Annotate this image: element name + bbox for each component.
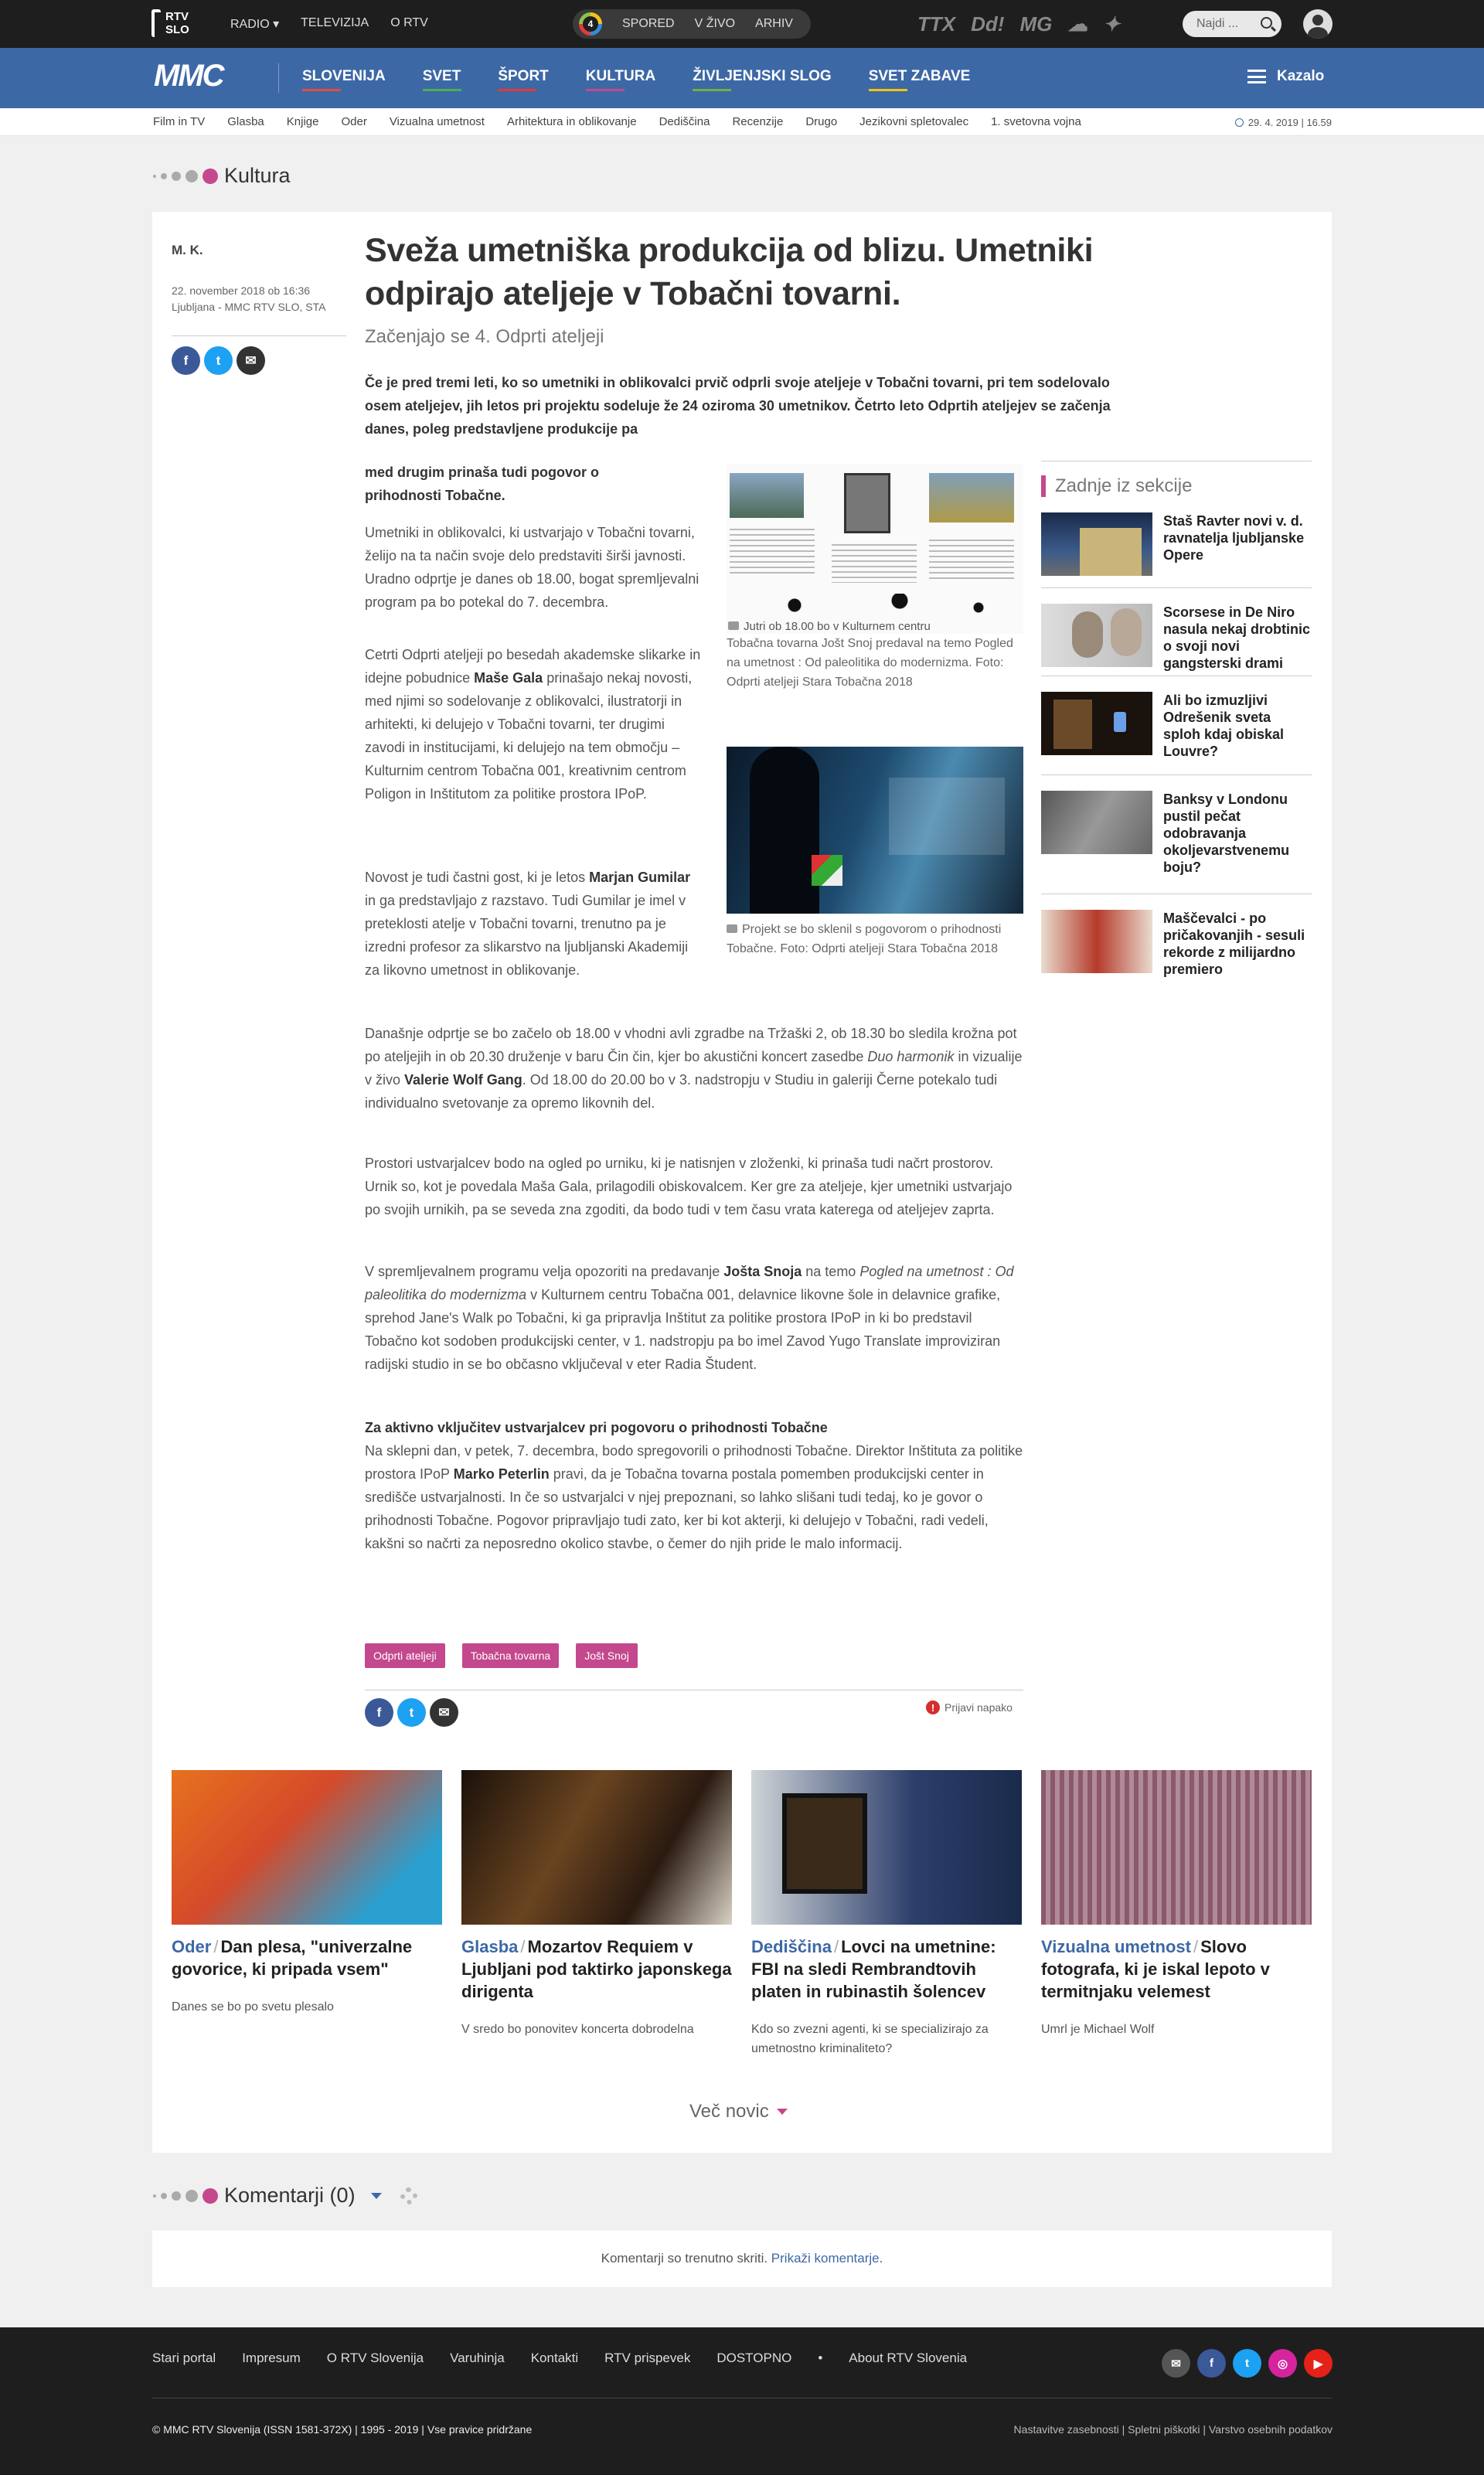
footer-link[interactable]: DOSTOPNO: [716, 2351, 792, 2365]
article-tags: [365, 1643, 638, 1668]
top-nav-radio[interactable]: RADIO ▾: [230, 18, 280, 31]
sidebar-thumb[interactable]: [1041, 791, 1152, 854]
related-title[interactable]: Glasba / Mozartov Requiem v Ljubljani pod taktirko japonskega dirigenta: [461, 1937, 732, 2001]
related-title[interactable]: Dediščina / Lovci na umetnine: FBI na sledi Rembrandtovih platen in rubinastih šolencev: [751, 1937, 996, 2001]
main-nav: [0, 48, 1484, 108]
article-paragraph-3: Novost je tudi častni gost, ki je letos Marjan Gumilar in ga predstavljajo z razstavo. Tudi Gumilar je imel v preteklosti atelje v Tobačni tovarni, trenutno pa je izredni profesor za slikarstvo na ljubljanski Akademiji za likovno umetnost in oblikovanje.: [365, 870, 691, 978]
sidebar-thumb[interactable]: [1041, 910, 1152, 973]
subnav-item[interactable]: Dediščina: [659, 115, 710, 128]
article-author: M. K.: [172, 243, 203, 257]
nav-divider: [278, 63, 279, 93]
article-lead: Če je pred tremi leti, ko so umetniki in oblikovalci prvič odprli svoje ateljeje v Tobačni tovarni, pri tem sodelovalo osem ateljejev, jih letos pri projektu sodeluje že 24 oziroma 30 umetnikov. Četrto leto Odprtih ateljejev se začenja danes, poleg predstavljene produkcije pa: [365, 375, 1111, 437]
related-article[interactable]: [461, 1770, 732, 2039]
related-article[interactable]: [751, 1770, 1022, 2058]
sidebar-heading: Zadnje iz sekcije: [1041, 461, 1312, 497]
search-icon[interactable]: [1261, 17, 1272, 29]
subnav-item[interactable]: Recenzije: [732, 115, 784, 128]
sidebar-item[interactable]: [1041, 894, 1312, 1010]
tab-slovenija[interactable]: SLOVENIJA: [302, 68, 386, 84]
figure-1-caption: Tobačna tovarna Jošt Snoj predaval na temo Pogled na umetnost : Od paleolitika do modernizma. Foto: Odprti ateljeji Stara Tobačna 2018: [727, 637, 1013, 689]
legal-links[interactable]: Nastavitve zasebnosti | Spletni piškotki | Varstvo osebnih podatkov: [1013, 2423, 1333, 2436]
report-error-link[interactable]: [926, 1700, 1013, 1714]
sidebar-item-title[interactable]: Staš Ravter novi v. d. ravnatelja ljubljanske Opere: [1163, 513, 1305, 563]
footer-link[interactable]: O RTV Slovenija: [326, 2351, 424, 2365]
subnav-item[interactable]: Jezikovni spletovalec: [859, 115, 969, 128]
article-paragraph-2: Cetrti Odprti ateljeji po besedah akademske slikarke in idejne pobudnice Maše Gala prinašajo nekaj novosti, med njimi so sodelovanje z oblikovalci, ilustratorji in arhitekti, ki delujejo v Tobačni tovarni, ter drugimi zavodi in institucijami, ki delujejo na tem območju – Kulturnim centrom Tobačna 001, kreativnim centrom Poligon in Inštitutom za politike prostora IPoP.: [365, 647, 701, 802]
meta-divider: [172, 335, 346, 336]
footer-link[interactable]: Kontakti: [530, 2351, 579, 2365]
sidebar-item[interactable]: [1041, 497, 1312, 588]
sidebar-thumb[interactable]: [1041, 512, 1152, 576]
instagram-icon[interactable]: ◎: [1268, 2349, 1297, 2378]
accessibility-icon[interactable]: ✦: [1103, 12, 1121, 36]
tag[interactable]: Tobačna tovarna: [462, 1643, 560, 1668]
related-title[interactable]: Vizualna umetnost / Slovo fotografa, ki je iskal lepoto v termitnjaku velemest: [1041, 1937, 1270, 2001]
datetime-text: 29. 4. 2019 | 16.59: [1247, 117, 1332, 128]
figure-1-overlay-text: Jutri ob 18.00 bo v Kulturnem centru: [744, 620, 931, 633]
article-meta: [172, 283, 325, 315]
sidebar-item-title[interactable]: Ali bo izmuzljivi Odrešenik sveta sploh kdaj obiskal Louvre?: [1163, 693, 1285, 759]
logo-text-bottom: SLO: [165, 23, 189, 36]
dd-logo[interactable]: Dd!: [971, 12, 1005, 36]
sidebar-item-title[interactable]: Banksy v Londonu pustil pečat odobravanja okoljevarstvenemu boju?: [1163, 792, 1290, 875]
article-paragraph-5: Prostori ustvarjalcev bodo na ogled po urniku, ki je natisnjen v zloženki, ki prinaša tudi načrt prostorov. Urnik so, kot je povedala Maša Gala, prilagodili obiskovalcem. Ker gre za ateljeje, kjer umetniki ustvarjajo po svojih urnikih, pa se seveda zna zgoditi, da bodo tudi v tem času vrata katerega od ateljejev zaprta.: [365, 1156, 1013, 1217]
email-icon[interactable]: ✉: [237, 346, 265, 375]
section-heading: [153, 164, 291, 188]
facebook-icon[interactable]: f: [172, 346, 200, 375]
show-comments-link[interactable]: Prikaži komentarje: [771, 2251, 880, 2266]
clock-icon: [1235, 118, 1244, 127]
chevron-down-icon[interactable]: [371, 2193, 382, 2199]
top-nav-o-rtv[interactable]: O RTV: [390, 16, 428, 29]
footer-link[interactable]: Impresum: [242, 2351, 301, 2365]
subnav-item[interactable]: Vizualna umetnost: [389, 115, 485, 128]
subnav-items: [153, 115, 1104, 128]
hamburger-icon: [1247, 70, 1266, 83]
section-label[interactable]: Kultura: [224, 164, 291, 187]
sidebar-item[interactable]: [1041, 588, 1312, 676]
comments-count[interactable]: Komentarji (0): [224, 2184, 356, 2207]
more-news-button[interactable]: Več novic: [689, 2101, 788, 2123]
logo-text-top: RTV: [165, 10, 189, 23]
sidebar-thumb[interactable]: [1041, 692, 1152, 755]
article-paragraph-1: Umetniki in oblikovalci, ki ustvarjajo v Tobačni tovarni, želijo na ta način svoje delo predstaviti širši javnosti. Uradno odprtje je danes ob 18.00, bogat spremljevalni program pa bo potekal do 7. decembra.: [365, 525, 699, 610]
related-thumb[interactable]: [1041, 1770, 1312, 1925]
related-summary: V sredo bo ponovitev koncerta dobrodelna: [461, 2023, 694, 2036]
weather-icon[interactable]: ☁: [1067, 12, 1088, 36]
facebook-icon[interactable]: f: [365, 1698, 393, 1727]
mmc-logo[interactable]: MMC: [154, 59, 223, 93]
facebook-icon[interactable]: f: [1197, 2349, 1226, 2378]
footer-link[interactable]: Stari portal: [152, 2351, 216, 2365]
figure-2-image[interactable]: [727, 747, 1023, 914]
dots-icon: [153, 169, 218, 184]
current-datetime: [1235, 117, 1332, 128]
tab-svet[interactable]: SVET: [422, 68, 461, 84]
subnav-item[interactable]: Drugo: [805, 115, 838, 128]
related-title[interactable]: Oder / Dan plesa, "univerzalne govorice, ki pripada vsem": [172, 1937, 413, 1979]
footer-link[interactable]: Varuhinja: [450, 2351, 505, 2365]
footer: [0, 2327, 1484, 2475]
footer-link[interactable]: About RTV Slovenia: [849, 2351, 968, 2365]
article-subtitle: Začenjajo se 4. Odprti ateljeji: [365, 326, 604, 347]
figure-1-image[interactable]: [727, 464, 1023, 634]
search-placeholder: Najdi ...: [1196, 17, 1239, 30]
article-paragraph-6: V spremljevalnem programu velja opozoriti na predavanje Jošta Snoja na temo Pogled na umetnost : Od paleolitika do modernizma v Kulturnem centru Tobačna 001, delavnice likovne šole in delavnice grafike, sprehod Jane's Walk po Tobačni, ki ga pripravlja Inštitut za politike prostora IPoP in ki bo predstavil Tobačno kot sodoben produkcijski center, v 1. nadstropju pa bo imel Zavod Yugo Translate improviziran radijski studio in se bo občasno vključeval v eter Radia Študent.: [365, 1264, 1014, 1372]
article-place: Ljubljana - MMC RTV SLO, STA: [172, 301, 326, 313]
share-buttons-top: [172, 346, 265, 375]
related-summary: Danes se bo po svetu plesalo: [172, 2000, 334, 2014]
figure-2: [727, 747, 1023, 958]
tab-sport[interactable]: ŠPORT: [498, 68, 549, 84]
top-nav: [230, 16, 428, 32]
twitter-icon[interactable]: t: [1233, 2349, 1261, 2378]
tab-kultura[interactable]: KULTURA: [585, 68, 656, 84]
kazalo-label: Kazalo: [1277, 68, 1325, 84]
footer-link: •: [818, 2351, 823, 2365]
camera-icon: [728, 621, 739, 630]
rtv-slo-logo[interactable]: [151, 9, 189, 37]
related-article[interactable]: [1041, 1770, 1312, 2039]
comments-hidden-text: Komentarji so trenutno skriti.: [601, 2251, 768, 2266]
search-input[interactable]: [1183, 11, 1281, 37]
kazalo-menu-button[interactable]: [1247, 68, 1324, 85]
sidebar-thumb[interactable]: [1041, 604, 1152, 667]
copyright: © MMC RTV Slovenija (ISSN 1581-372X) | 1995 - 2019 | Vse pravice pridržane: [152, 2423, 533, 2436]
subnav-item[interactable]: Film in TV: [153, 115, 206, 128]
tab-svet-zabave[interactable]: SVET ZABAVE: [868, 68, 971, 84]
camera-icon: [727, 924, 737, 933]
figure-1: [727, 464, 1023, 692]
brand-links: [917, 12, 1120, 36]
subnav-item[interactable]: Oder: [341, 115, 367, 128]
related-thumb[interactable]: [172, 1770, 442, 1925]
email-icon[interactable]: ✉: [1162, 2349, 1190, 2378]
subnav-item[interactable]: 1. svetovna vojna: [991, 115, 1081, 128]
gear-icon[interactable]: [400, 2187, 417, 2204]
tab-zivljenjski-slog[interactable]: ŽIVLJENJSKI SLOG: [693, 68, 832, 84]
twitter-icon[interactable]: t: [397, 1698, 426, 1727]
program-pill: [573, 9, 811, 39]
channel-badge: 4: [583, 16, 598, 32]
article-lead-continued: med drugim prinaša tudi pogovor o prihodnosti Tobačne.: [365, 465, 600, 503]
user-icon[interactable]: [1303, 9, 1333, 39]
footer-social: [1162, 2349, 1333, 2378]
subnav-item[interactable]: Arhitektura in oblikovanje: [506, 115, 637, 128]
sidebar-latest: [1041, 461, 1312, 1010]
footer-nav: [152, 2351, 993, 2366]
report-label: Prijavi napako: [945, 1701, 1013, 1714]
related-article[interactable]: [172, 1770, 442, 2017]
article-date: 22. november 2018 ob 16:36: [172, 284, 311, 297]
subnav-item[interactable]: Knjige: [286, 115, 319, 128]
sidebar-item[interactable]: [1041, 676, 1312, 775]
dots-icon: [153, 2188, 218, 2204]
comments-heading: [153, 2184, 417, 2208]
mg-logo[interactable]: MG: [1019, 12, 1053, 36]
article-subheading: Za aktivno vključitev ustvarjalcev pri pogovoru o prihodnosti Tobačne: [365, 1420, 828, 1435]
sidebar-item-title[interactable]: Maščevalci - po pričakovanjih - sesuli rekorde z milijardno premiero: [1163, 911, 1305, 977]
tag[interactable]: Jošt Snoj: [576, 1643, 638, 1668]
ttx-logo[interactable]: TTX: [917, 12, 956, 36]
related-thumb[interactable]: [751, 1770, 1022, 1925]
tag[interactable]: Odprti ateljeji: [365, 1643, 445, 1668]
email-icon[interactable]: ✉: [430, 1698, 458, 1727]
subnav-item[interactable]: Glasba: [227, 115, 264, 128]
pill-arhiv[interactable]: ARHIV: [755, 17, 793, 30]
sidebar-item-title[interactable]: Scorsese in De Niro nasula nekaj drobtinic o svoji novi gangsterski drami: [1163, 604, 1311, 671]
figure-2-caption: Projekt se bo sklenil s pogovorom o prihodnosti Tobačne. Foto: Odprti ateljeji Stara Tobačna 2018: [727, 923, 1002, 955]
channel-4-icon[interactable]: [579, 12, 602, 36]
comments-box: Komentarji so trenutno skriti. Prikaži komentarje.: [152, 2231, 1332, 2287]
sidebar-item[interactable]: [1041, 775, 1312, 894]
article-title: Sveža umetniška produkcija od blizu. Umetniki odpirajo ateljeje v Tobačni tovarni.: [365, 232, 1094, 312]
footer-link[interactable]: RTV prispevek: [604, 2351, 691, 2365]
top-nav-televizija[interactable]: TELEVIZIJA: [301, 16, 369, 29]
article-paragraph-4: Današnje odprtje se bo začelo ob 18.00 v vhodni avli zgradbe na Tržaški 2, ob 18.30 bo sledila krožna pot po ateljejih in ob 20.30 druženje v baru Čin čin, kjer bo akustični koncert zasedbe Duo harmonik in vizualije v živo Valerie Wolf Gang. Od 18.00 do 20.00 bo v 3. nadstropju v Studiu in galeriji Černe potekalo tudi individualno svetovanje za opremo likovnih del.: [365, 1026, 1023, 1111]
article-paragraph-7: Za aktivno vključitev ustvarjalcev pri pogovoru o prihodnosti Tobačne Na sklepni dan, v petek, 7. decembra, bodo spregovorili o prihodnosti Tobačne. Direktor Inštituta za politike prostora IPoP Marko Peterlin pravi, da je Tobačna tovarna postala pomemben produkcijski center in središče ustvarjalnosti. In če so ustvarjalci v njej prepoznani, so lahko slišani tudi tedaj, ko je govor o prihodnosti Tobačne. Pogovor pripravljajo tudi zato, ker bi kot akterji, ki delujejo v Tobačni, radi vedeli, kakšni so načrti za neposredno okolico stavbe, o čemer do njih pride le malo informacij.: [365, 1416, 1023, 1555]
pill-v-zivo[interactable]: V ŽIVO: [694, 17, 736, 30]
share-buttons-bottom: [365, 1698, 458, 1727]
related-summary: Kdo so zvezni agenti, ki se specializirajo za umetnostno kriminaliteto?: [751, 2023, 989, 2055]
rtv-logo-mark: [151, 9, 161, 37]
related-thumb[interactable]: [461, 1770, 732, 1925]
related-summary: Umrl je Michael Wolf: [1041, 2023, 1155, 2036]
top-bar: [0, 0, 1484, 48]
pill-spored[interactable]: SPORED: [622, 17, 675, 30]
sub-nav: [0, 108, 1484, 136]
youtube-icon[interactable]: ▶: [1304, 2349, 1333, 2378]
twitter-icon[interactable]: t: [204, 346, 233, 375]
alert-icon: !: [926, 1700, 940, 1714]
section-tabs: [302, 68, 970, 85]
